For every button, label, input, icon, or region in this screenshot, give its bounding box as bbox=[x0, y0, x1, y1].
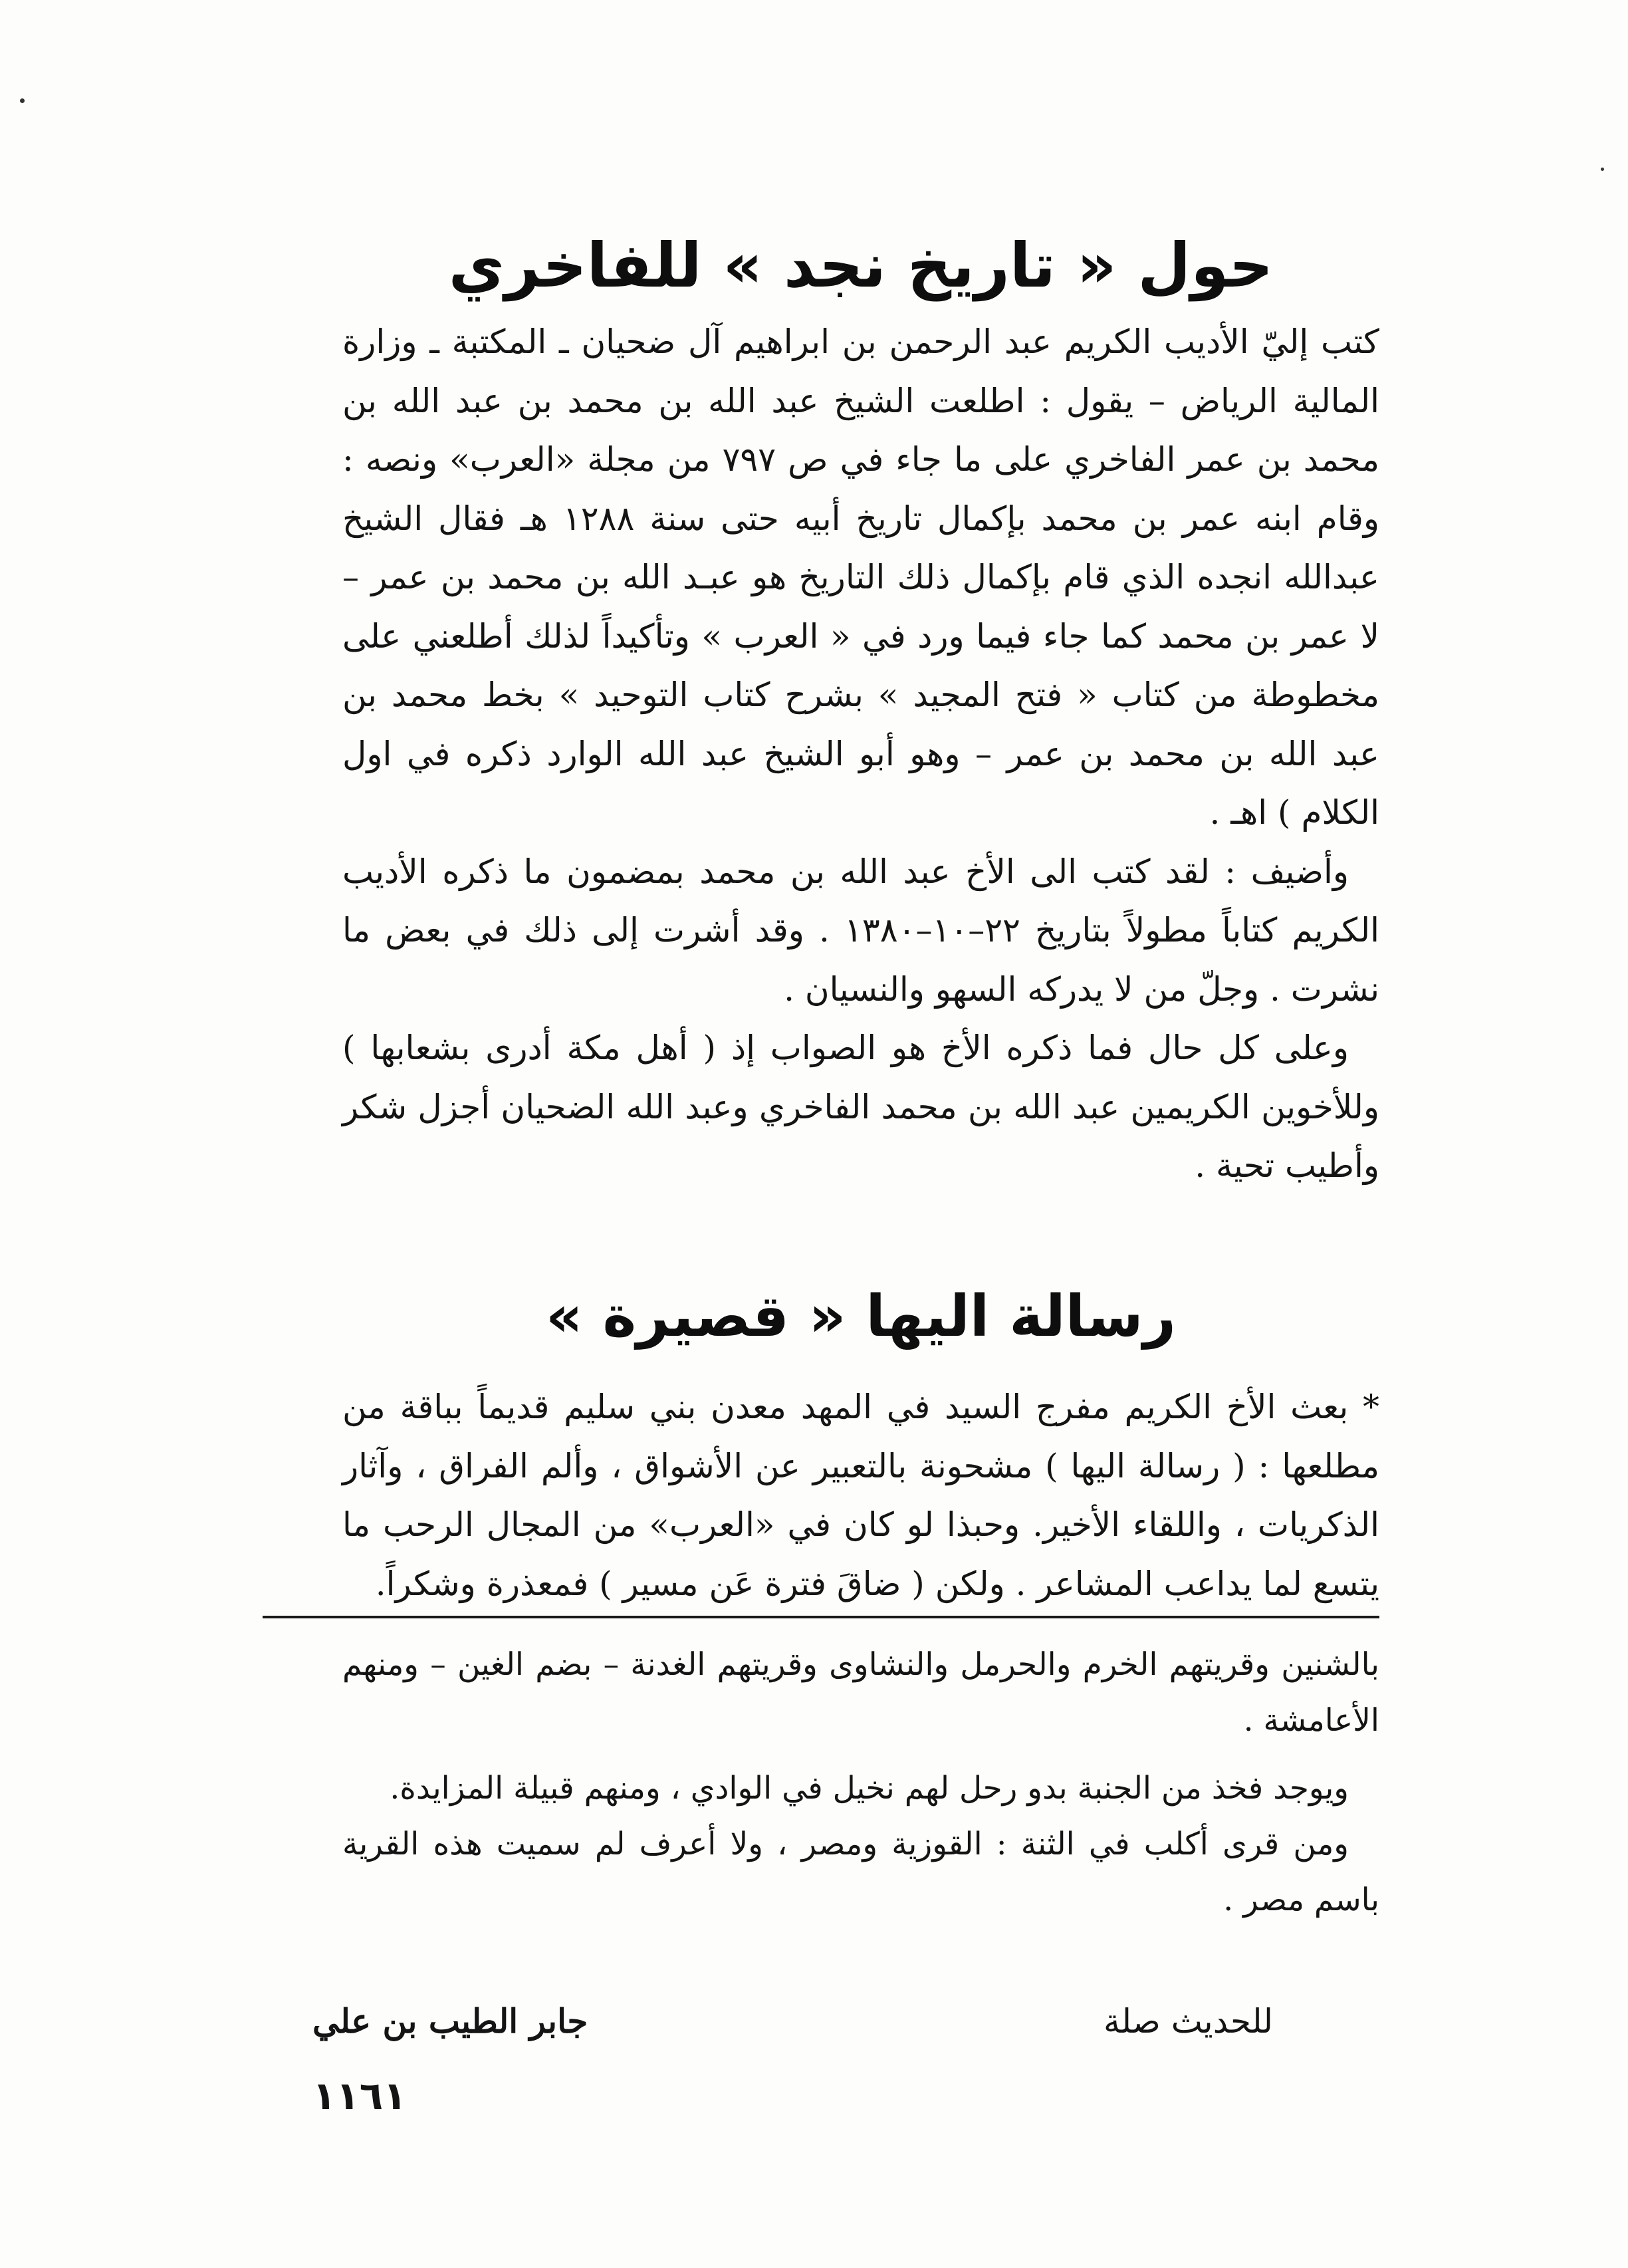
article-body bbox=[342, 313, 1379, 1196]
continuation-note: للحديث صلة bbox=[1104, 2002, 1274, 2041]
scan-speck bbox=[20, 98, 25, 103]
footnotes bbox=[342, 1637, 1379, 1928]
footnote: بالشنين وقريتهم الخرم والحرمل والنشاوى وقريتهم الغدنة – بضم الغين – ومنهم الأعامشة . bbox=[342, 1646, 1379, 1739]
footnote-divider bbox=[263, 1616, 1379, 1618]
scan-speck bbox=[1601, 168, 1604, 171]
paragraph: كتب إليّ الأديب الكريم عبد الرحمن بن ابراهيم آل ضحيان ـ المكتبة ـ وزارة المالية الرياض – يقول : اطلعت الشيخ عبد الله بن محمد بن عبد الله بن محمد بن عمر الفاخري على ما جاء في ص ٧٩٧ من مجلة «العرب» ونصه : وقام ابنه عمر بن محمد بإكمال تاريخ أبيه حتى سنة ١٢٨٨ هـ فقال الشيخ عبدالله انجده الذي قام بإكمال ذلك التاريخ هو عبـد الله بن محمد بن عمر – لا عمر بن محمد كما جاء فيما ورد في « العرب » وتأكيداً لذلك أطلعني على مخطوطة من كتاب « فتح المجيد » بشرح كتاب التوحيد » بخط محمد بن عبد الله بن محمد بن عمر – وهو أبو الشيخ عبد الله الوارد ذكره في اول الكلام ) اهـ . bbox=[342, 322, 1380, 832]
page-number: ١١٦١ bbox=[312, 2073, 407, 2118]
author-signature: جابر الطيب بن علي bbox=[312, 2001, 588, 2041]
paragraph: * بعث الأخ الكريم مفرج السيد في المهد معدن بني سليم قديماً بباقة من مطلعها : ( رسالة اليها ) مشحونة بالتعبير عن الأشواق ، وألم الفراق ، وآثار الذكريات ، واللقاء الأخير. وحبذا لو كان في «العرب» من المجال الرحب ما يتسع لما يداعب المشاعر . ولكن ( ضاقَ فترة عَن مسير ) فمعذرة وشكراً. bbox=[342, 1388, 1379, 1603]
paragraph: وأضيف : لقد كتب الى الأخ عبد الله بن محمد بمضمون ما ذكره الأديب الكريم كتاباً مطولاً بتاريخ ٢٢–١٠–١٣٨٠ . وقد أشرت إلى ذلك في بعض ما نشرت . وجلّ من لا يدركه السهو والنسيان . bbox=[342, 852, 1379, 1009]
paragraph: وعلى كل حال فما ذكره الأخ هو الصواب إذ ( أهل مكة أدرى بشعابها ) وللأخوين الكريمين عبد الله بن محمد الفاخري وعبد الله الضحيان أجزل شكر وأطيب تحية . bbox=[342, 1029, 1379, 1185]
article-title: حول « تاريخ نجد » للفاخري bbox=[448, 230, 1274, 301]
footnote: ويوجد فخذ من الجنبة بدو رحل لهم نخيل في الوادي ، ومنهم قبيلة المزايدة. bbox=[390, 1770, 1349, 1807]
article-body bbox=[342, 1378, 1379, 1613]
footnote: ومن قرى أكلب في الثنة : القوزية ومصر ، ولا أعرف لم سميت هذه القرية باسم مصر . bbox=[342, 1826, 1379, 1918]
article-title: رسالة اليها « قصيرة » bbox=[545, 1283, 1177, 1350]
